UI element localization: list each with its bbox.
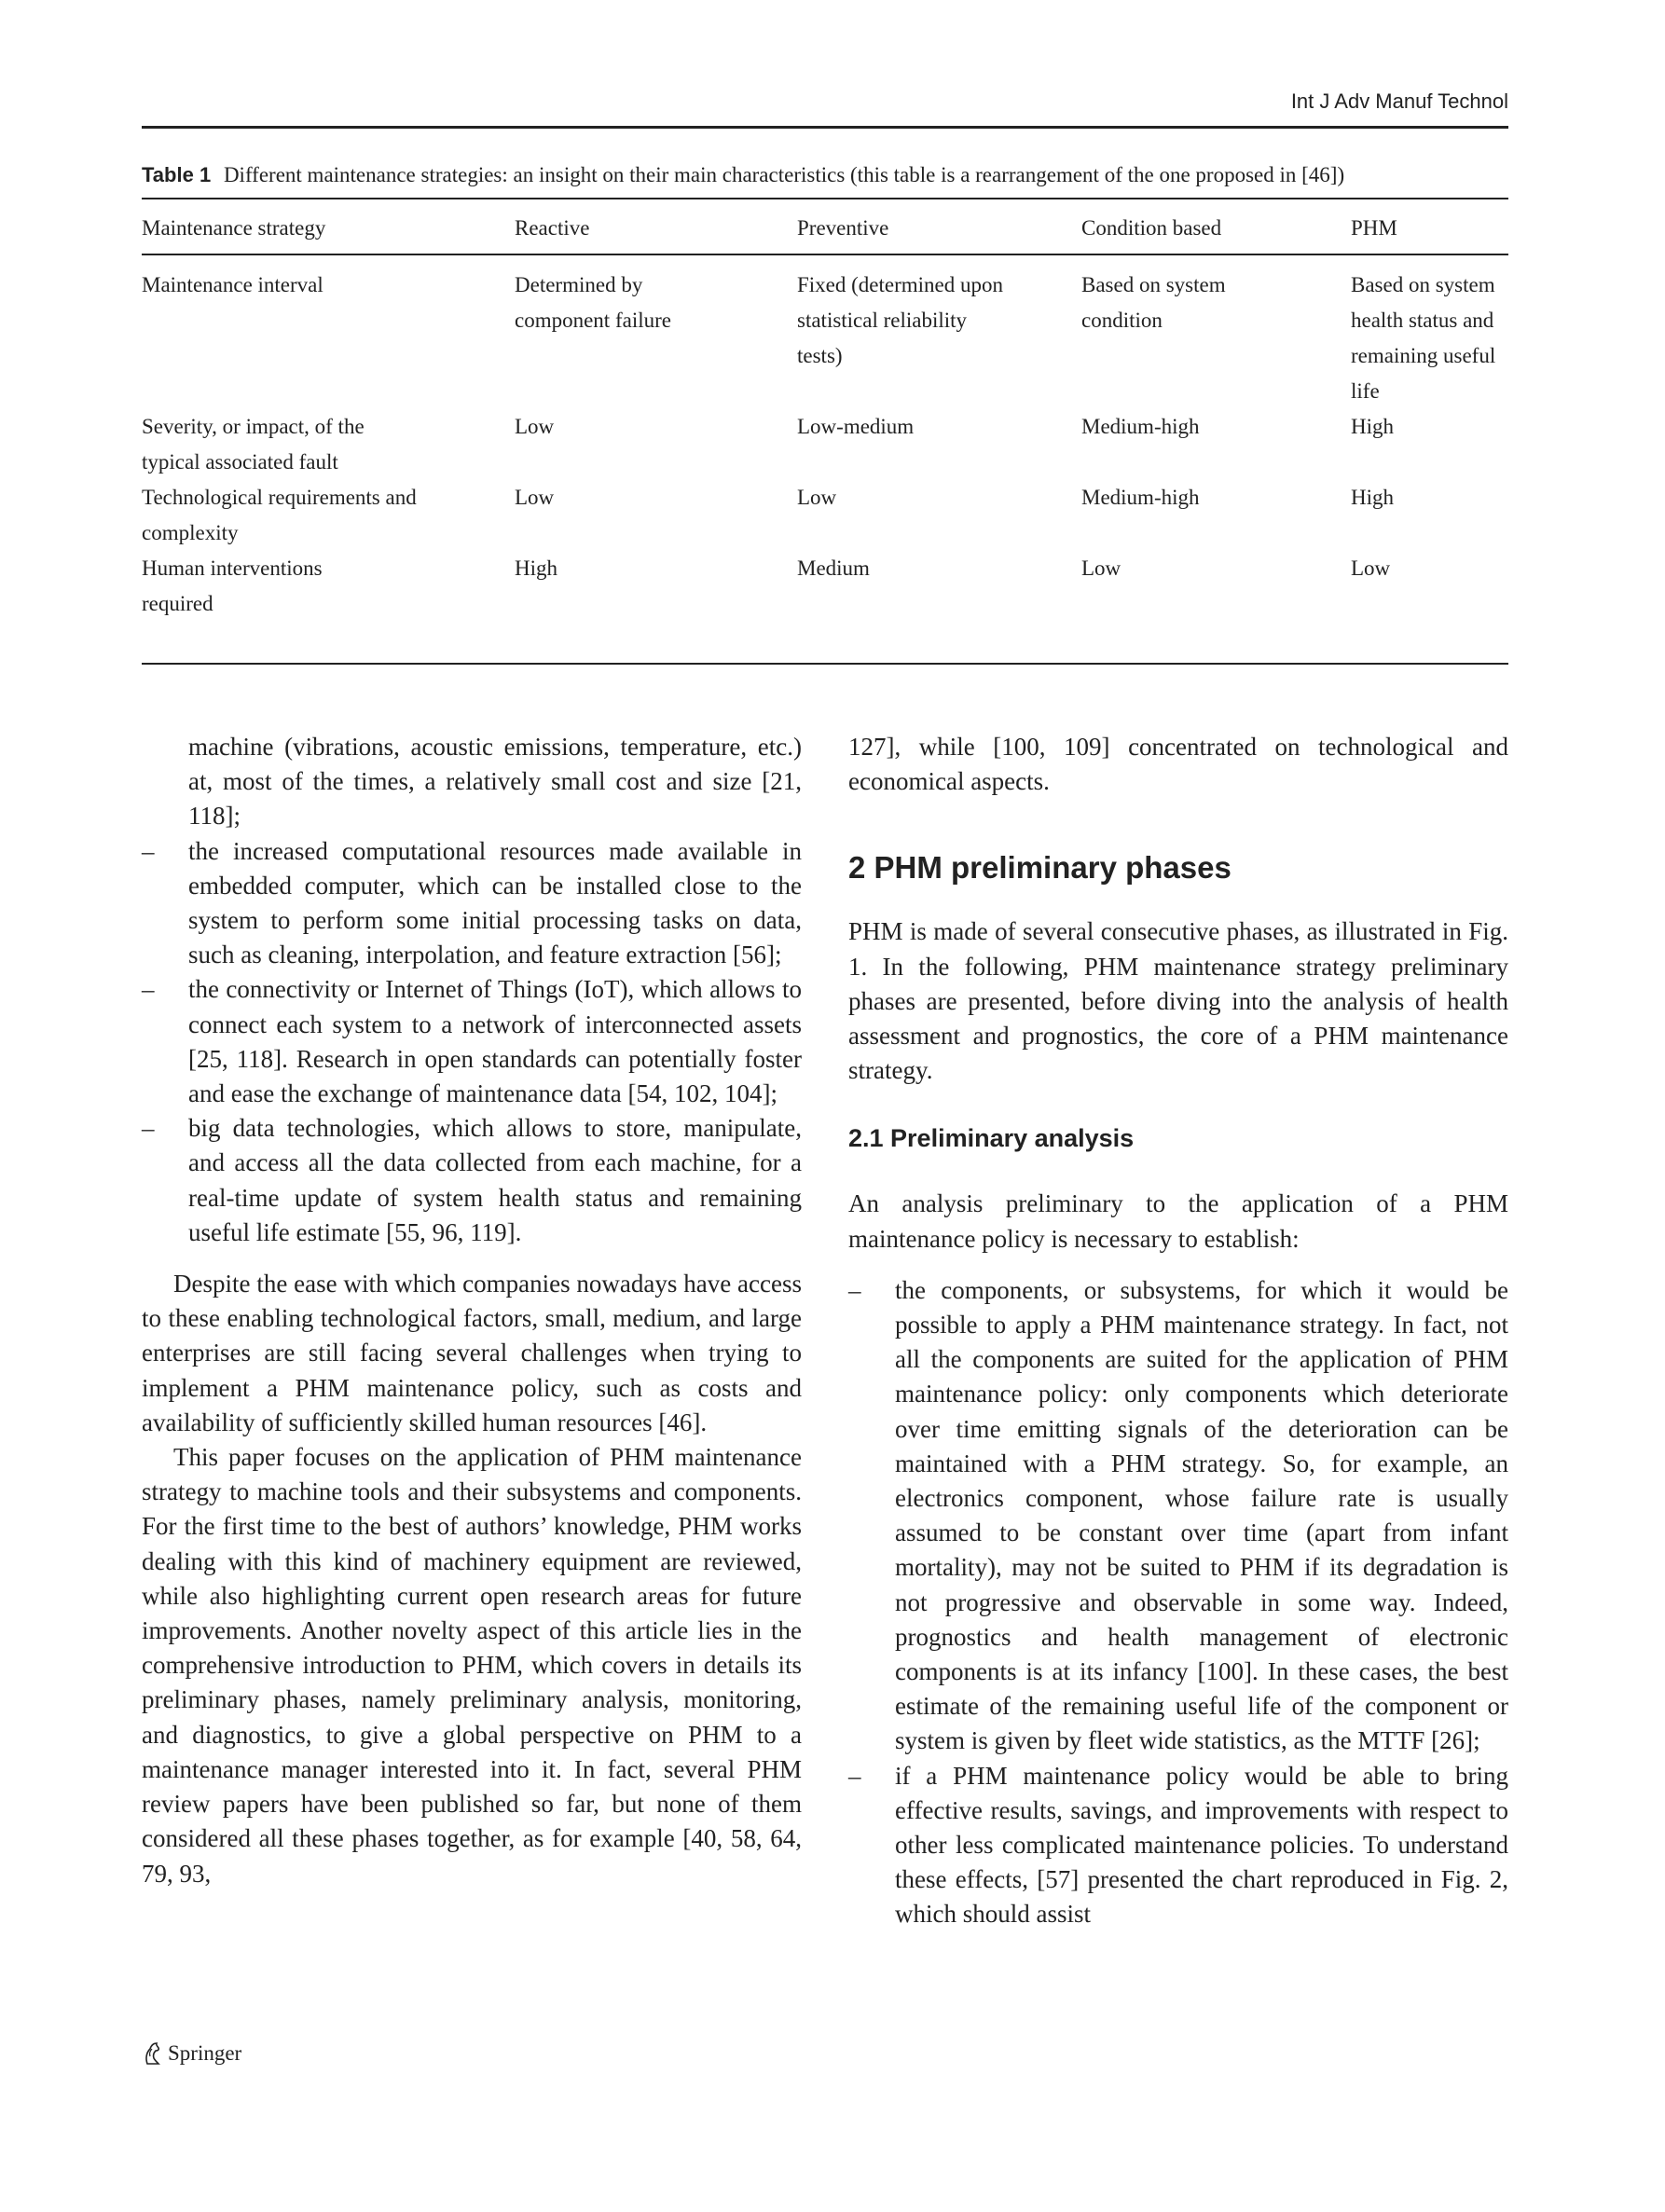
table-row xyxy=(142,551,1508,622)
enabling-factors-list xyxy=(142,730,802,1250)
list-item: – the connectivity or Internet of Things (IoT), which allows to connect each system to a network of interconnected assets [25, 118]. Research in open standards can potentially foster and ease the exchange of maintenance data [54, 102, 104]; xyxy=(142,972,802,1111)
list-item: – if a PHM maintenance policy would be able to bring effective results, savings, and improvements with respect to other less complicated maintenance policies. To understand these effects, [57] presented the chart reproduced in Fig. 2, which should assist xyxy=(848,1759,1508,1932)
section-heading: 2 PHM preliminary phases xyxy=(848,850,1232,886)
table-caption-text: Different maintenance strategies: an insight on their main characteristics (this table is a rearrangement of the one proposed in [46]) xyxy=(223,163,1345,186)
list-item: – big data technologies, which allows to store, manipulate, and access all the data collected from each machine, for a real-time update of system health status and remaining useful life estimate [55, 96, 119]. xyxy=(142,1111,802,1250)
springer-horse-icon xyxy=(142,2041,162,2066)
column-header: Condition based xyxy=(1081,216,1222,240)
column-header: Maintenance strategy xyxy=(142,216,326,240)
table-cell: Technological requirements and complexity xyxy=(142,486,417,544)
table-cell: High xyxy=(1351,486,1394,509)
table-label: Table 1 xyxy=(142,163,212,186)
body-paragraph: 127], while [100, 109] concentrated on technological and economical aspects. xyxy=(848,733,1508,796)
table-cell: High xyxy=(515,556,557,580)
table-cell: Based on system health status and remaining useful life xyxy=(1351,273,1496,403)
table-cell: Medium-high xyxy=(1081,486,1200,509)
journal-title: Int J Adv Manuf Technol xyxy=(1290,89,1508,113)
table-row xyxy=(142,255,1508,409)
subsection-heading: 2.1 Preliminary analysis xyxy=(848,1124,1135,1153)
body-paragraph: PHM is made of several consecutive phases, as illustrated in Fig. 1. In the following, PHM maintenance strategy preliminary phases are presented, before diving into the analysis of health assessment and prognostics, the core of a PHM maintenance strategy. xyxy=(848,917,1508,1085)
table-cell: Severity, or impact, of the typical associated fault xyxy=(142,415,365,474)
table-cell: Low-medium xyxy=(797,415,915,438)
table-caption xyxy=(142,160,1508,190)
table-cell: Low xyxy=(1081,556,1121,580)
header-rule xyxy=(142,126,1508,129)
body-paragraph: An analysis preliminary to the application of a PHM maintenance policy is necessary to establish: xyxy=(848,1189,1508,1253)
left-column xyxy=(142,730,802,1891)
table-cell: Determined by component failure xyxy=(515,273,671,332)
table-cell: Human interventions required xyxy=(142,556,323,615)
body-paragraph: Despite the ease with which companies nowadays have access to these enabling technological factors, small, medium, and large enterprises are still facing several challenges when trying to implement a PHM maintenance policy, such as costs and availability of sufficiently skilled human resources [46]. xyxy=(142,1270,802,1436)
list-item: – the components, or subsystems, for which it would be possible to apply a PHM maintenance strategy. In fact, not all the components are suited for the application of PHM maintenance policy: only components which deteriorate over time emitting signals of the deterioration can be maintained with a PHM strategy. So, for example, an electronics component, whose failure rate is usually assumed to be constant over time (apart from infant mortality), may not be suited to PHM if its degradation is not progressive and observable in some way. Indeed, prognostics and health management of electronic components is at its infancy [100]. In these cases, the best estimate of the remaining useful life of the component or system is given by fleet wide statistics, as the MTTF [26]; xyxy=(848,1273,1508,1759)
right-column xyxy=(848,730,1508,1932)
table-bottom-rule xyxy=(142,663,1508,665)
footer xyxy=(142,2041,241,2066)
table-cell: High xyxy=(1351,415,1394,438)
table-cell: Medium xyxy=(797,556,870,580)
body-paragraph: This paper focuses on the application of PHM maintenance strategy to machine tools and their subsystems and components. For the first time to the best of authors’ knowledge, PHM works dealing with this kind of machinery equipment are reviewed, while also highlighting current open research areas for future improvements. Another novelty aspect of this article lies in the comprehensive introduction to PHM, which covers in details its preliminary phases, namely preliminary analysis, monitoring, and diagnostics, to give a global perspective on PHM to a maintenance manager interested into it. In fact, several PHM review papers have been published so far, but none of them considered all these phases together, as for example [40, 58, 64, 79, 93, xyxy=(142,1443,802,1888)
table-cell: Maintenance interval xyxy=(142,273,323,296)
table-cell: Fixed (determined upon statistical reliability tests) xyxy=(797,273,1004,367)
table-cell: Low xyxy=(515,415,555,438)
list-item: – the increased computational resources made available in embedded computer, which can be installed close to the system to perform some initial processing tasks on data, such as cleaning, interpolation, and feature extraction [56]; xyxy=(142,834,802,973)
publisher-name: Springer xyxy=(168,2041,242,2065)
table-cell: Low xyxy=(1351,556,1391,580)
table-header-row xyxy=(142,198,1508,255)
maintenance-strategies-table xyxy=(142,198,1508,622)
column-header: Reactive xyxy=(515,216,590,240)
table-row xyxy=(142,480,1508,551)
column-header: Preventive xyxy=(797,216,889,240)
table-cell: Medium-high xyxy=(1081,415,1200,438)
column-header: PHM xyxy=(1351,216,1397,240)
list-item: machine (vibrations, acoustic emissions, temperature, etc.) at, most of the times, a relatively small cost and size [21, 118]; xyxy=(188,733,802,831)
table-cell: Based on system condition xyxy=(1081,273,1226,332)
table-cell: Low xyxy=(515,486,555,509)
preliminary-analysis-list xyxy=(848,1273,1508,1932)
table-cell: Low xyxy=(797,486,837,509)
table-row xyxy=(142,409,1508,480)
